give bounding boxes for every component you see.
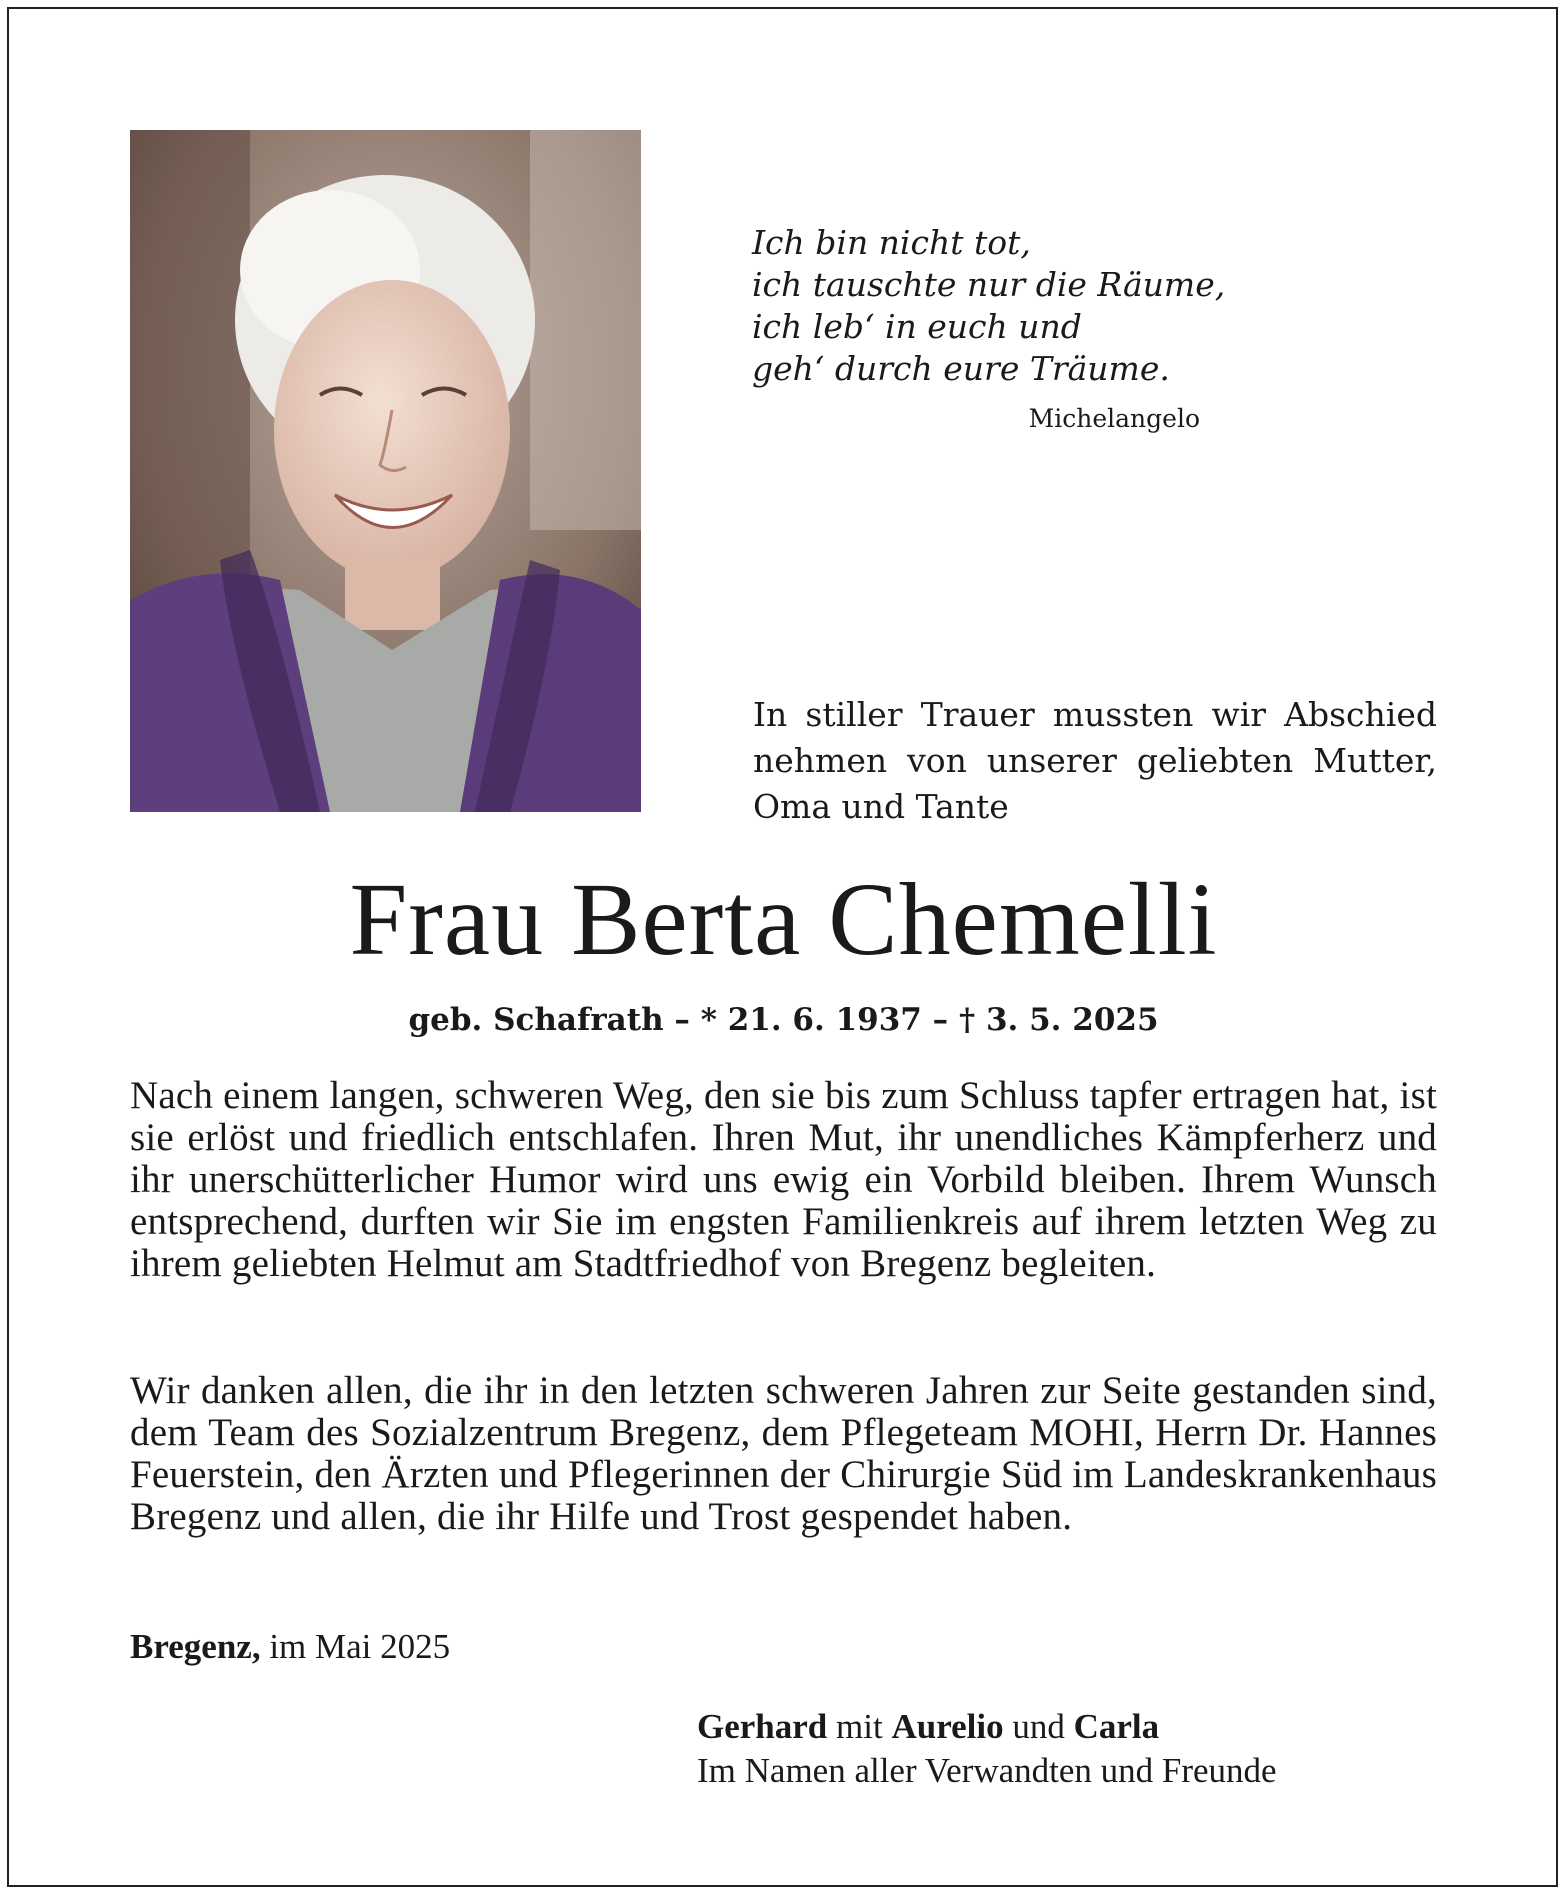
- thanks-paragraph: Wir danken allen, die ihr in den letzten schweren Jahren zur Seite gestanden sind, dem Team des Sozialzentrum Bregenz, dem Pflegeteam MOHI, Herrn Dr. Hannes Feuerstein, den Ärzten und Pflegerinnen der Chirurgie Süd im Landeskrankenhaus Bregenz und allen, die ihr Hilfe und Trost gespendet haben.: [130, 1369, 1437, 1538]
- signature: [697, 1705, 1277, 1793]
- quote-line: Ich bin nicht tot,: [752, 223, 1031, 262]
- quote-line: geh‘ durch eure Träume.: [752, 349, 1170, 388]
- life-dates: geb. Schafrath – * 21. 6. 1937 – † 3. 5. 2025: [408, 1002, 1159, 1038]
- signer-name: Carla: [1073, 1707, 1160, 1746]
- signer-name: Aurelio: [891, 1707, 1004, 1746]
- signature-line: Im Namen aller Verwandten und Freunde: [697, 1751, 1277, 1790]
- quote-line: ich leb‘ in euch und: [752, 307, 1082, 346]
- quote-line: ich tauschte nur die Räume,: [752, 265, 1226, 304]
- quote-author: Michelangelo: [1028, 404, 1200, 433]
- portrait-photo: [130, 130, 641, 812]
- place: Bregenz,: [130, 1627, 261, 1666]
- connector: mit: [836, 1707, 883, 1746]
- date: im Mai 2025: [269, 1627, 451, 1666]
- intro-text: In stiller Trauer mussten wir Abschied nehmen von unserer geliebten Mutter, Oma und Tante: [753, 695, 1437, 826]
- signature-names: [697, 1705, 1277, 1749]
- body-paragraph: Nach einem langen, schweren Weg, den sie bis zum Schluss tapfer ertragen hat, ist sie erlöst und friedlich entschlafen. Ihren Mut, ihr unendliches Kämpferherz und ihr unerschütterlicher Humor wird uns ewig ein Vorbild bleiben. Ihrem Wunsch entsprechend, durften wir Sie im engsten Familienkreis auf ihrem letzten Weg zu ihrem geliebten Helmut am Stadtfriedhof von Bregenz begleiten.: [130, 1074, 1437, 1285]
- quote: [752, 222, 1252, 390]
- connector: und: [1012, 1707, 1065, 1746]
- deceased-name: Frau Berta Chemelli: [349, 862, 1218, 977]
- place-date: [130, 1627, 450, 1667]
- signer-name: Gerhard: [697, 1707, 828, 1746]
